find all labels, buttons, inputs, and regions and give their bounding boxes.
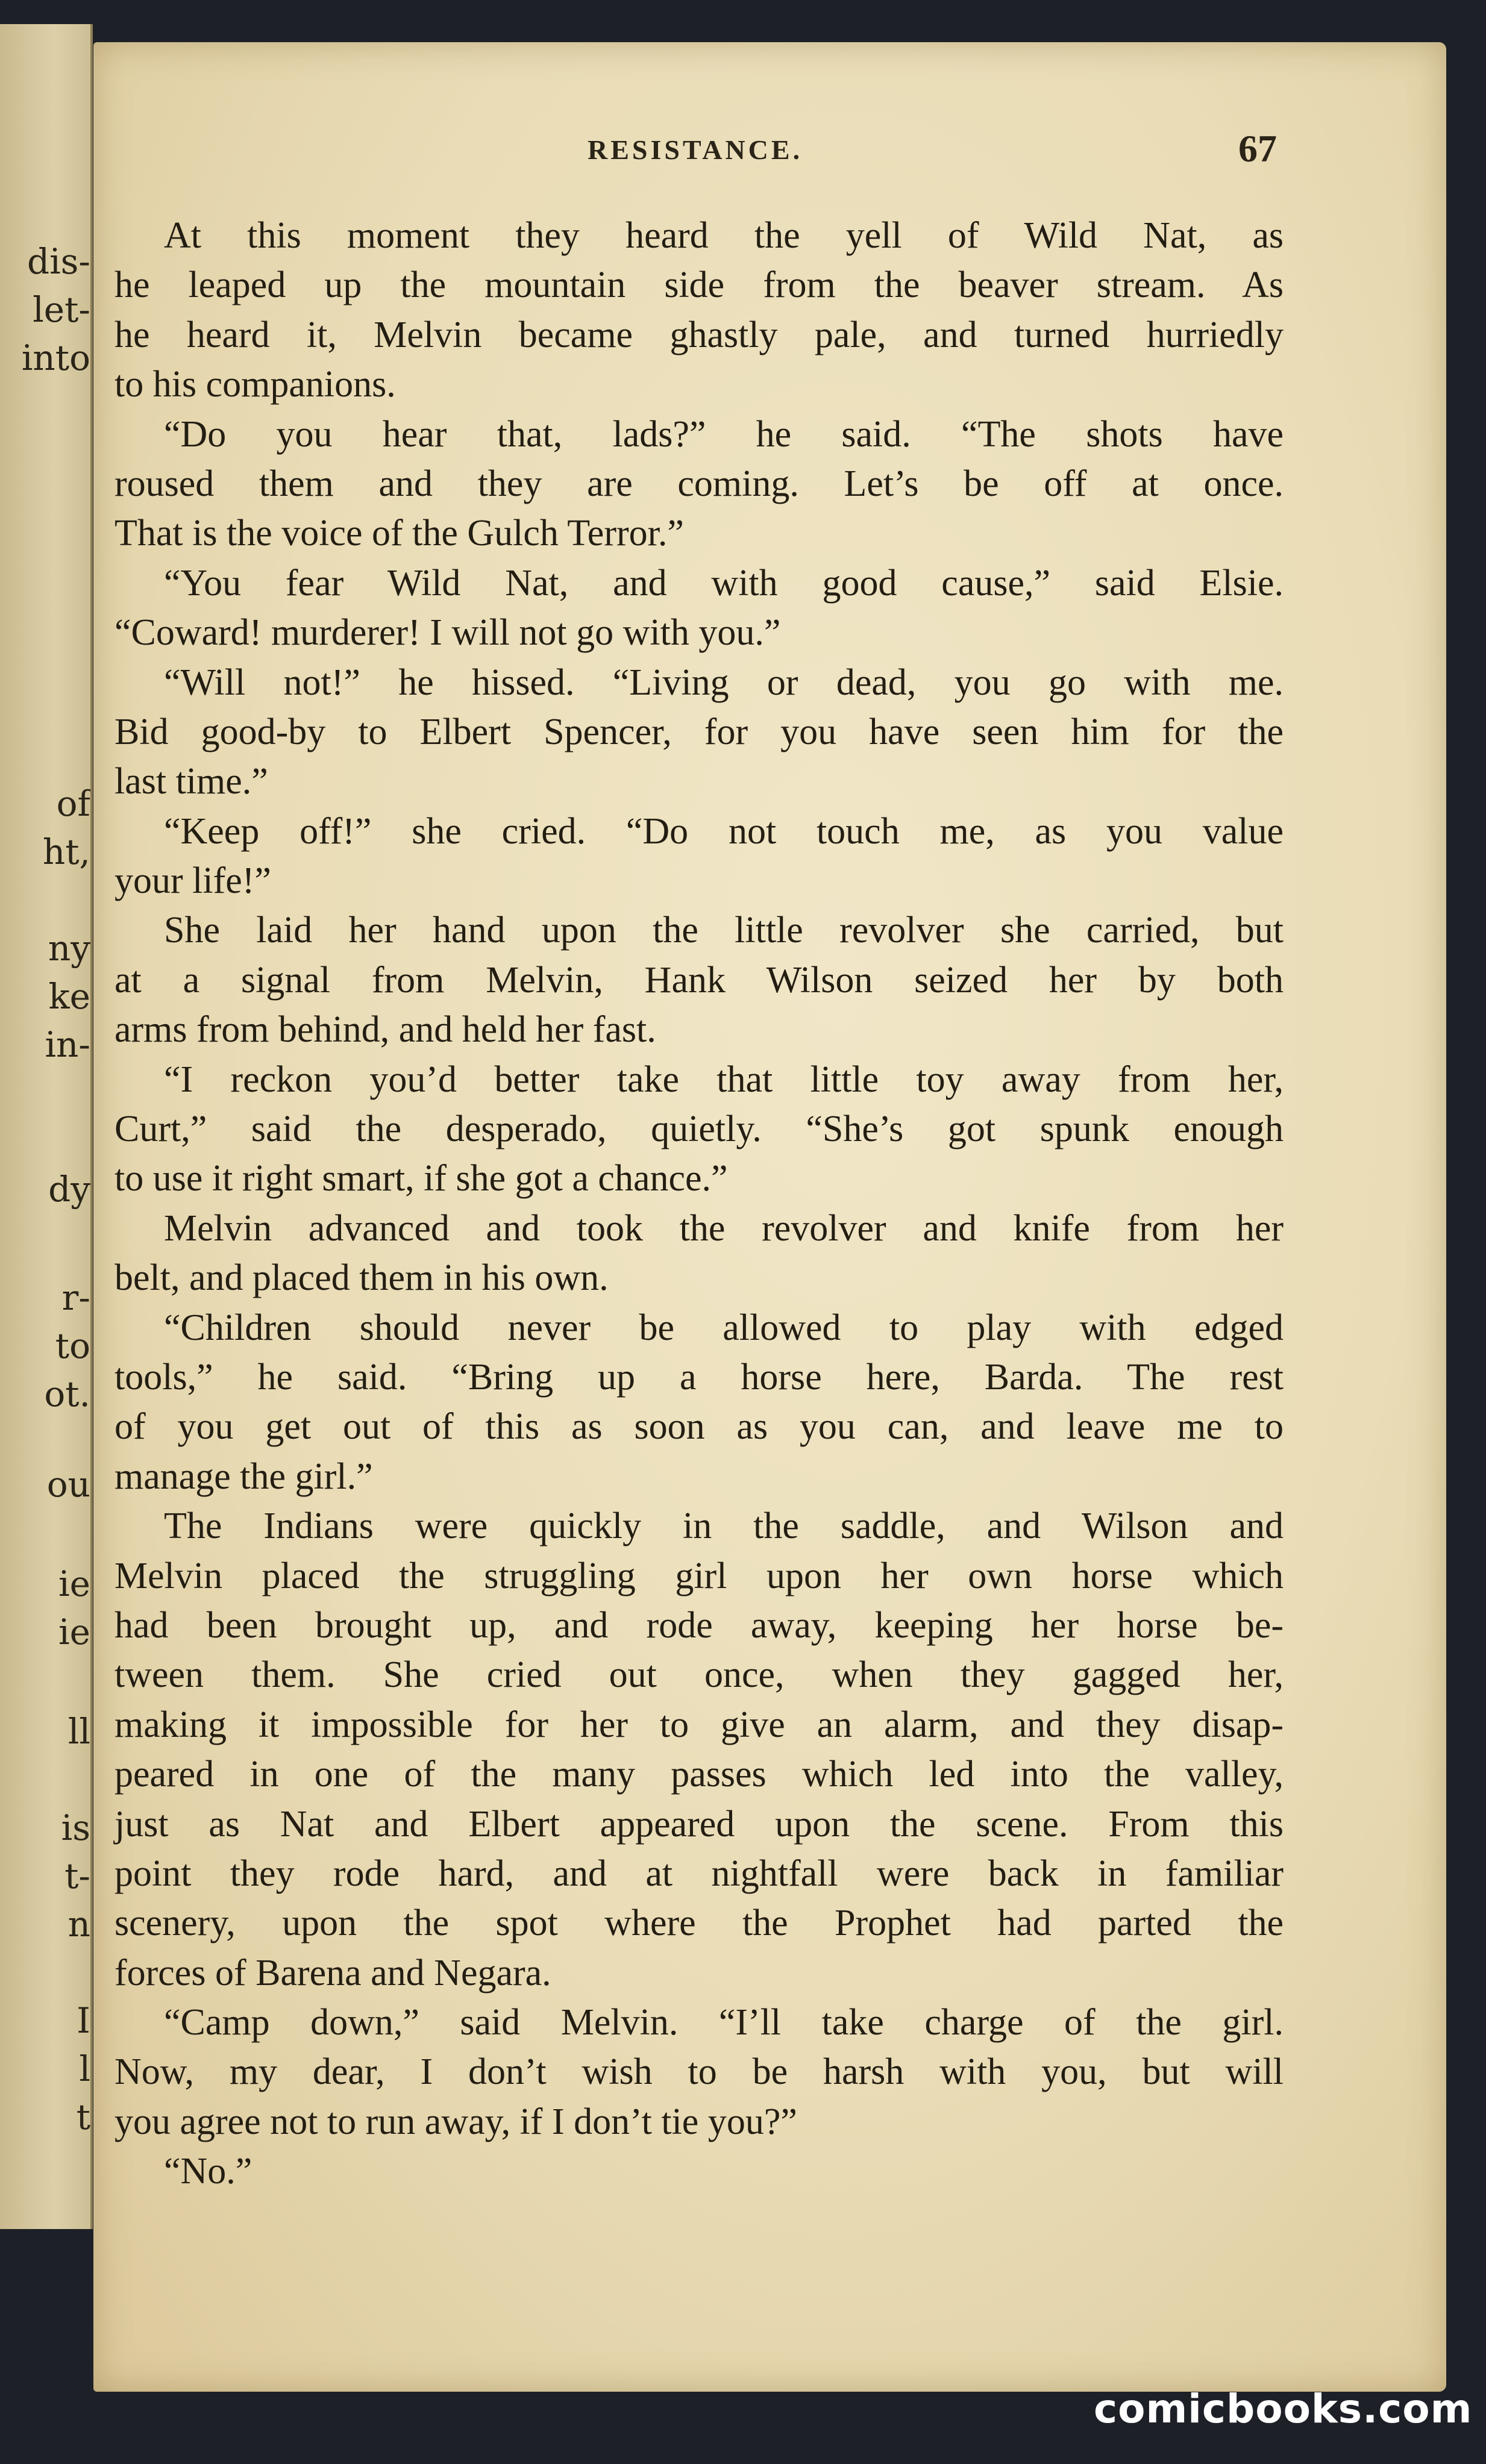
text-line: last time.” — [114, 761, 268, 802]
text-line: belt, and placed them in his own. — [114, 1257, 609, 1299]
text-line: “No.” — [164, 2151, 252, 2192]
left-margin-fragment: ie — [58, 1563, 90, 1604]
left-margin-fragment: ke — [48, 976, 90, 1017]
text-line: he leaped up the mountain side from the beaver stream. As — [114, 264, 1284, 306]
text-line: At this moment they heard the yell of Wild Nat, as — [164, 215, 1284, 256]
text-line: roused them and they are coming. Let’s be off at once. — [114, 463, 1284, 504]
left-margin-fragment: is — [61, 1807, 90, 1848]
text-line: Melvin placed the struggling girl upon her own horse which — [114, 1555, 1284, 1596]
running-title: RESISTANCE. — [588, 134, 803, 165]
text-line: “Children should never be allowed to play with edged — [164, 1307, 1284, 1348]
text-line: you agree not to run away, if I don’t tie you?” — [114, 2101, 797, 2142]
text-line: “Will not!” he hissed. “Living or dead, you go with me. — [164, 661, 1284, 703]
text-line: She laid her hand upon the little revolver she carried, but — [164, 910, 1284, 951]
previous-page-edge — [0, 24, 93, 2229]
text-line: The Indians were quickly in the saddle, and Wilson and — [164, 1506, 1284, 1547]
left-margin-fragment: t — [76, 2097, 90, 2137]
left-margin-fragment: to — [55, 1325, 90, 1366]
text-line: of you get out of this as soon as you can, and leave me to — [114, 1406, 1284, 1448]
left-margin-fragment: I — [77, 2000, 90, 2041]
left-margin-fragment: into — [21, 337, 90, 378]
text-line: Melvin advanced and took the revolver and knife from her — [164, 1207, 1284, 1249]
text-line: “I reckon you’d better take that little toy away from her, — [164, 1058, 1284, 1100]
text-line: to his companions. — [114, 364, 396, 405]
text-line: “You fear Wild Nat, and with good cause,” said Elsie. — [164, 562, 1284, 604]
text-line: Now, my dear, I don’t wish to be harsh with you, but will — [114, 2051, 1284, 2093]
left-margin-fragment: ie — [58, 1612, 90, 1653]
text-line: he heard it, Melvin became ghastly pale, and turned hurriedly — [114, 314, 1284, 355]
text-line: tween them. She cried out once, when they gagged her, — [114, 1654, 1284, 1696]
left-margin-fragment: dy — [48, 1169, 90, 1210]
left-margin-fragment: ny — [48, 928, 90, 969]
text-line: “Camp down,” said Melvin. “I’ll take charge of the girl. — [164, 2002, 1284, 2043]
body-text — [114, 211, 1284, 2197]
text-line: manage the girl.” — [114, 1456, 373, 1497]
left-margin-fragment: ou — [46, 1464, 90, 1505]
left-margin-fragment: dis- — [27, 241, 90, 282]
text-line: your life!” — [114, 860, 271, 902]
text-line: to use it right smart, if she got a chance.” — [114, 1158, 728, 1199]
left-margin-fragment: ll — [67, 1711, 90, 1752]
text-line: peared in one of the many passes which led into the valley, — [114, 1754, 1284, 1795]
left-margin-fragment: t- — [64, 1856, 90, 1896]
page-number: 67 — [1238, 127, 1277, 170]
left-margin-fragment: ot. — [44, 1374, 90, 1415]
left-margin-fragment: ht, — [42, 831, 90, 872]
text-line: arms from behind, and held her fast. — [114, 1009, 656, 1051]
text-line: “Keep off!” she cried. “Do not touch me, as you value — [164, 810, 1284, 852]
left-margin-fragment: r- — [61, 1277, 90, 1318]
site-watermark: comicbooks.com — [1094, 2386, 1473, 2432]
left-margin-fragment: let- — [33, 289, 90, 330]
left-margin-fragment: l — [79, 2048, 90, 2089]
text-line: making it impossible for her to give an alarm, and they disap- — [114, 1704, 1284, 1745]
book-page — [93, 42, 1446, 2392]
text-line: That is the voice of the Gulch Terror.” — [114, 513, 684, 554]
text-line: scenery, upon the spot where the Prophet had parted the — [114, 1903, 1284, 1944]
text-line: point they rode hard, and at nightfall were back in familiar — [114, 1853, 1284, 1894]
left-margin-fragment: in- — [45, 1024, 90, 1065]
text-line: “Do you hear that, lads?” he said. “The shots have — [164, 413, 1284, 455]
text-line: just as Nat and Elbert appeared upon the scene. From this — [114, 1803, 1284, 1845]
text-line: at a signal from Melvin, Hank Wilson seized her by both — [114, 959, 1284, 1001]
text-line: “Coward! murderer! I will not go with you.” — [114, 612, 781, 654]
text-line: Bid good-by to Elbert Spencer, for you have seen him for the — [114, 711, 1284, 752]
left-margin-fragment: of — [56, 783, 90, 824]
left-margin-fragment: n — [67, 1904, 90, 1945]
text-line: tools,” he said. “Bring up a horse here, Barda. The rest — [114, 1356, 1284, 1398]
text-line: Curt,” said the desperado, quietly. “She’s got spunk enough — [114, 1108, 1284, 1150]
text-line: had been brought up, and rode away, keeping her horse be- — [114, 1604, 1284, 1646]
text-line: forces of Barena and Negara. — [114, 1952, 551, 1993]
running-head — [93, 127, 1446, 175]
